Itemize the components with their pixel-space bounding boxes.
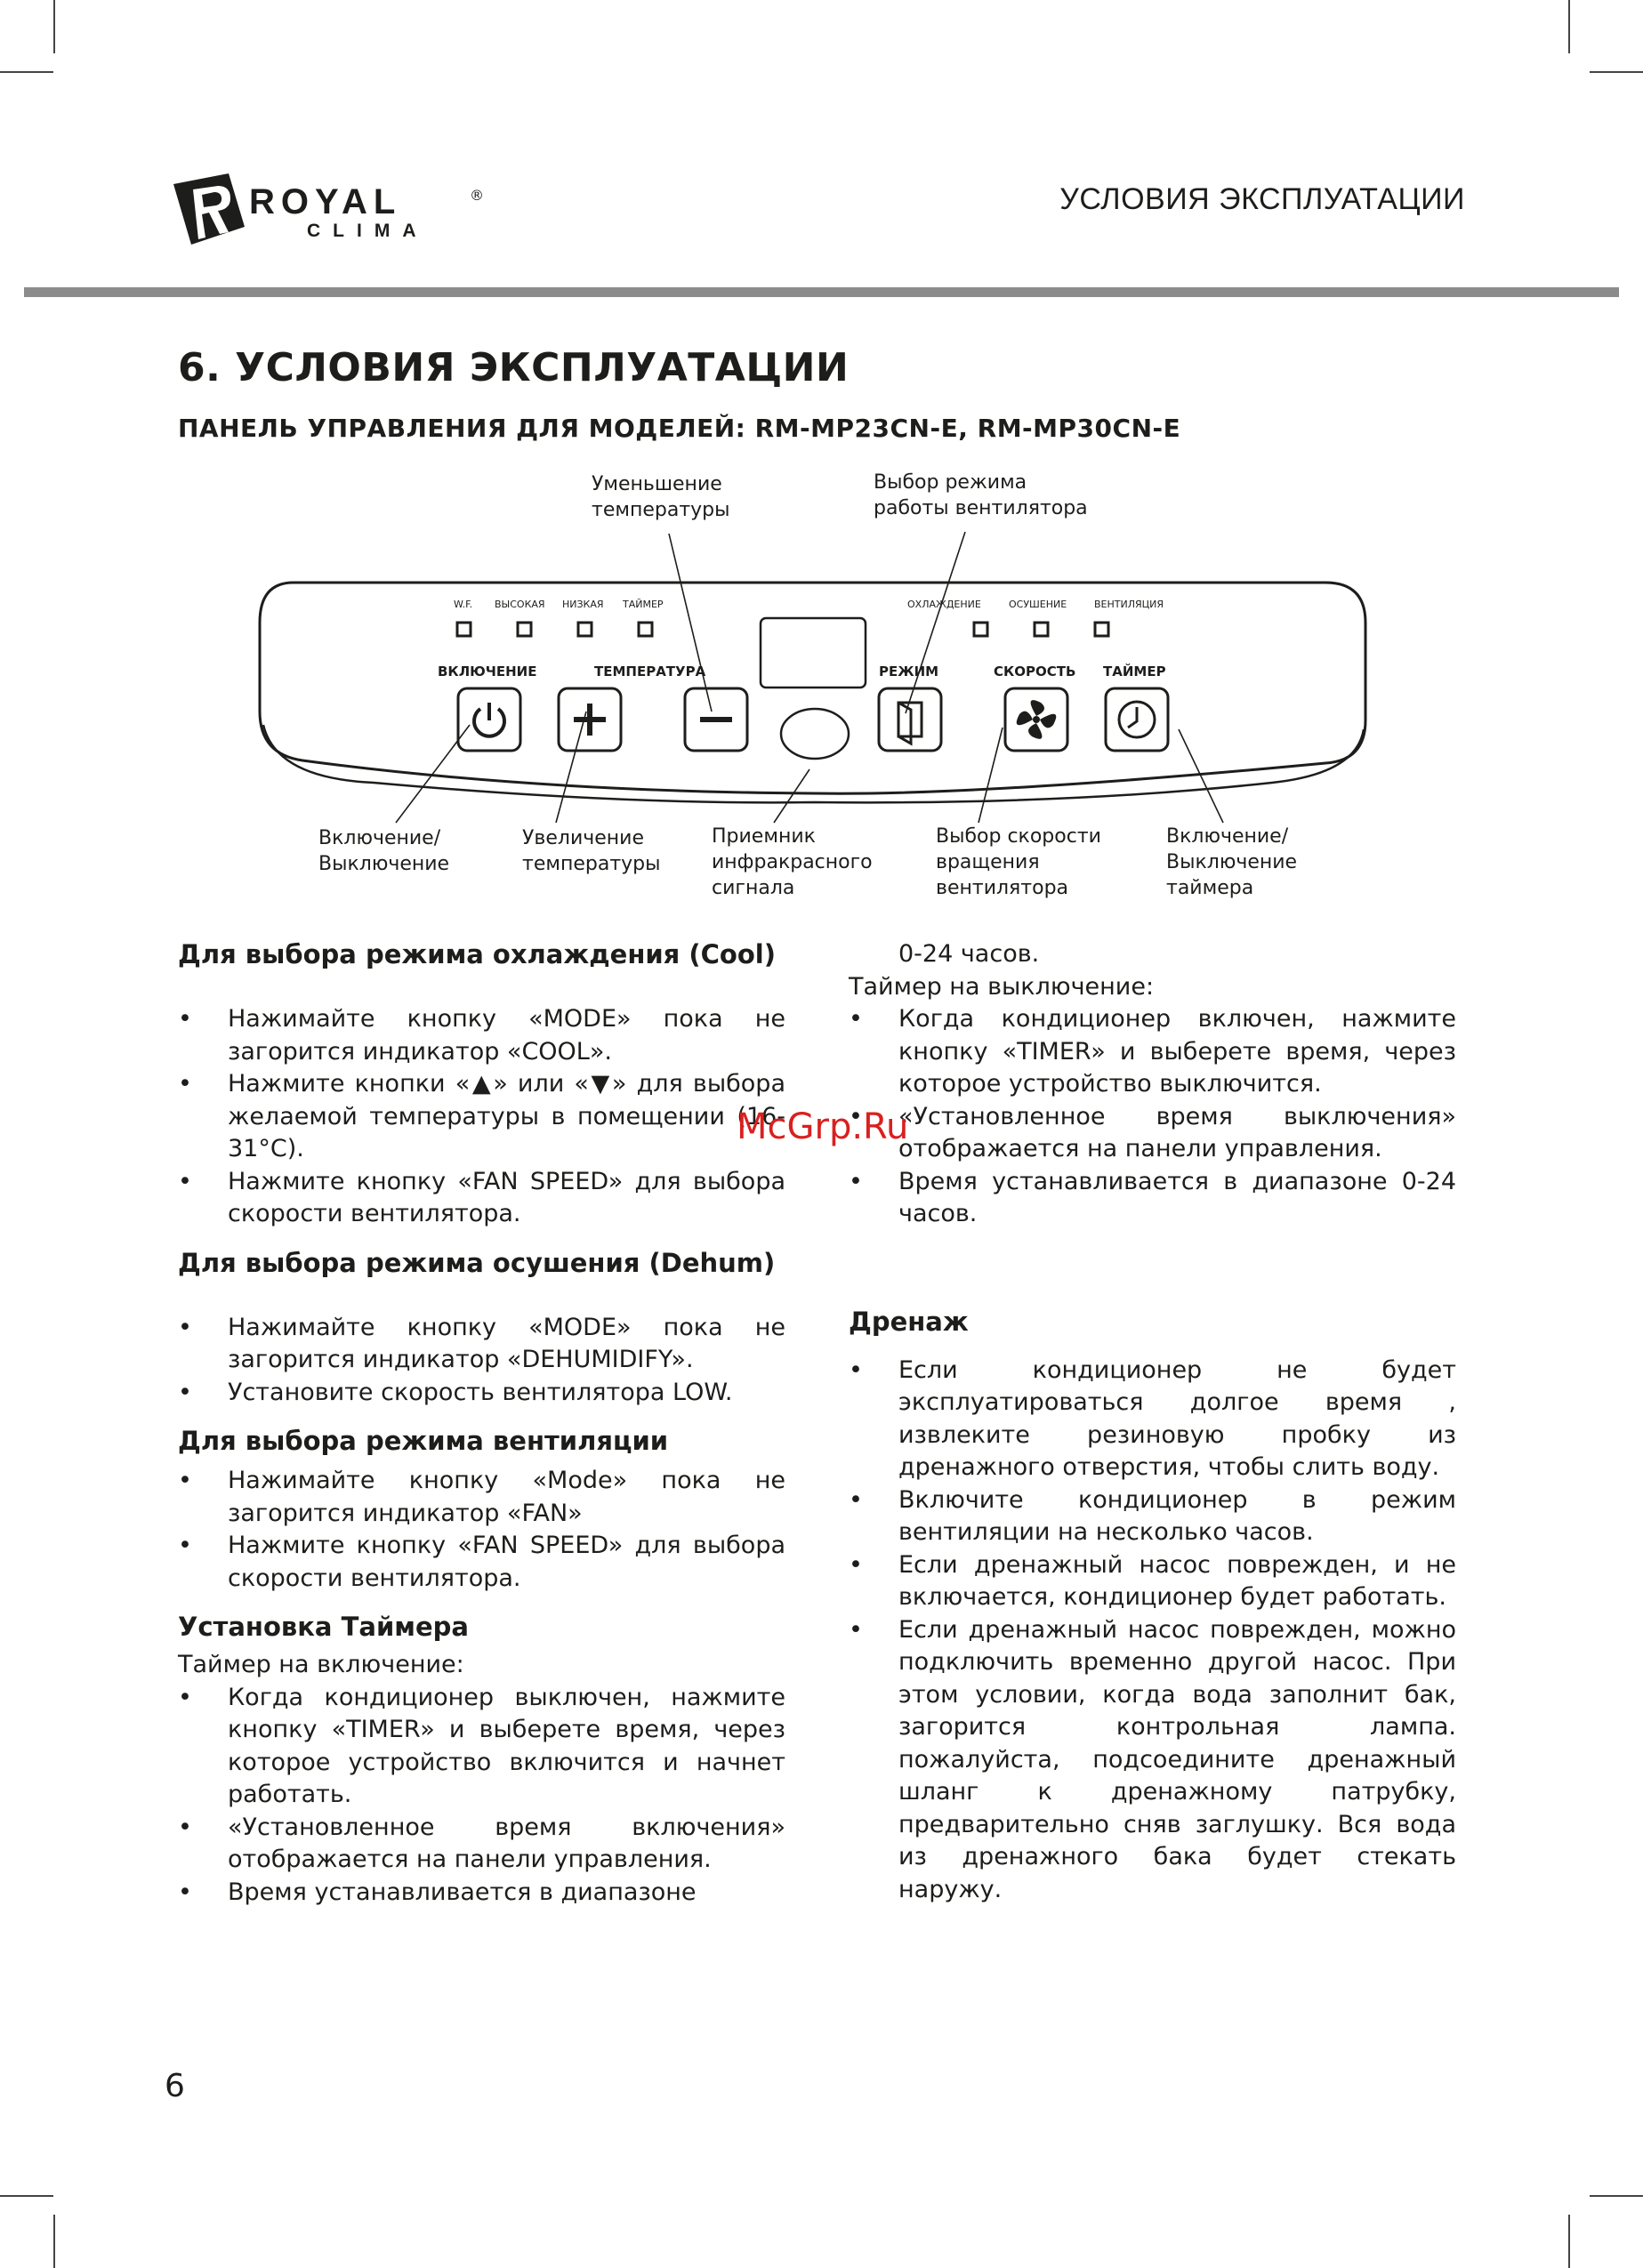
callout-timer: Включение/ Выключение таймера — [1166, 825, 1298, 899]
brand-registered-mark: ® — [470, 187, 484, 204]
button-label-mode: РЕЖИМ — [879, 664, 939, 680]
led-high — [518, 623, 531, 636]
button-label-timer: ТАЙМЕР — [1103, 664, 1166, 680]
leader-speed — [979, 728, 1003, 823]
list-item: • Нажимайте кнопку «MODE» пока не загорится индикатор «COOL». — [178, 1003, 785, 1068]
dehum-list — [178, 1312, 785, 1410]
led-cool — [974, 623, 987, 636]
crop-mark — [1590, 2195, 1643, 2197]
heading-dehum: Для выбора режима осушения (Dehum) — [178, 1247, 776, 1278]
indicator-label-fan: ВЕНТИЛЯЦИЯ — [1094, 599, 1164, 610]
fan-icon — [1017, 700, 1057, 739]
heading-cool: Для выбора режима охлаждения (Cool) — [178, 939, 776, 969]
drain-list — [849, 1355, 1456, 1907]
list-item: • Нажимайте кнопку «Mode» пока не загорится индикатор «FAN» — [178, 1465, 785, 1530]
list-item: • Нажмите кнопки «▲» или «▼» для выбора желаемой температуры в помещении (16-31°C). — [178, 1068, 785, 1166]
list-item: • Нажимайте кнопку «MODE» пока не загорится индикатор «DEHUMIDIFY». — [178, 1312, 785, 1377]
list-item: • Включите кондиционер в режим вентиляции на несколько часов. — [849, 1484, 1456, 1549]
heading-timer: Установка Таймера — [178, 1612, 469, 1642]
callout-temp-down: Уменьшение температуры — [592, 473, 730, 521]
list-item: • Нажмите кнопку «FAN SPEED» для выбора скорости вентилятора. — [178, 1166, 785, 1231]
display-window — [761, 618, 866, 688]
callout-temp-up: Увеличение температуры — [522, 827, 661, 875]
callout-fan-mode: Выбор режима работы вентилятора — [874, 471, 1088, 519]
leader-temp-up — [556, 712, 586, 823]
crop-mark — [1568, 2215, 1570, 2268]
mode-icon — [898, 703, 922, 744]
leader-fan-mode — [906, 532, 965, 713]
indicator-label-high: ВЫСОКАЯ — [495, 599, 545, 610]
heading-fan: Для выбора режима вентиляции — [178, 1426, 669, 1456]
button-label-speed: СКОРОСТЬ — [994, 664, 1076, 680]
cool-list — [178, 1003, 785, 1231]
timer-range-continued: 0-24 часов. — [898, 940, 1040, 968]
led-low — [578, 623, 592, 636]
timer-off-list — [849, 1003, 1456, 1231]
list-item: • Установите скорость вентилятора LOW. — [178, 1377, 785, 1410]
indicator-label-timer: ТАЙМЕР — [623, 599, 664, 610]
crop-mark — [0, 2195, 53, 2197]
ir-receiver — [781, 709, 849, 759]
heading-drain: Дренаж — [849, 1306, 969, 1337]
callout-fan-speed: Выбор скорости вращения вентилятора — [936, 825, 1101, 899]
page-title: 6. УСЛОВИЯ ЭКСПЛУАТАЦИИ — [178, 345, 850, 390]
button-label-power: ВКЛЮЧЕНИЕ — [438, 664, 537, 680]
header-section-label: УСЛОВИЯ ЭКСПЛУАТАЦИИ — [1059, 182, 1465, 216]
panel-lower-edge — [263, 725, 1364, 802]
button-label-temperature: ТЕМПЕРАТУРА — [594, 664, 706, 680]
indicator-label-cool: ОХЛАЖДЕНИЕ — [907, 599, 981, 610]
right-column — [849, 938, 1456, 1906]
list-item: • Когда кондиционер выключен, нажмите кнопку «TIMER» и выберете время, через которое устройство включится и начнет работать. — [178, 1682, 785, 1812]
led-timer — [639, 623, 652, 636]
led-wf — [457, 623, 471, 636]
indicator-label-dehum: ОСУШЕНИЕ — [1009, 599, 1067, 610]
leader-temp-down — [669, 534, 712, 712]
page-subtitle: ПАНЕЛЬ УПРАВЛЕНИЯ ДЛЯ МОДЕЛЕЙ: RM-MP23CN-E, RM-MP30CN-E — [178, 414, 1181, 443]
list-item: • «Установленное время выключения» отображается на панели управления. — [849, 1101, 1456, 1166]
timer-on-intro: Таймер на включение: — [178, 1651, 464, 1678]
list-item: • Если кондиционер не будет эксплуатироваться долгое время , извлеките резиновую пробку из дренажного отверстия, чтобы слить воду. — [849, 1355, 1456, 1484]
control-panel-diagram — [0, 0, 1643, 943]
list-item: • «Установленное время включения» отображается на панели управления. — [178, 1812, 785, 1877]
brand-subname: CLIMA — [307, 221, 429, 241]
list-item: • Время устанавливается в диапазоне — [178, 1877, 785, 1910]
list-item: • Когда кондиционер включен, нажмите кнопку «TIMER» и выберете время, через которое устройство выключится. — [849, 1003, 1456, 1101]
list-item: • Время устанавливается в диапазоне 0-24 часов. — [849, 1166, 1456, 1231]
watermark: McGrp.Ru — [737, 1106, 909, 1147]
indicator-label-low: НИЗКАЯ — [562, 599, 604, 610]
led-dehum — [1035, 623, 1048, 636]
list-item: • Нажмите кнопку «FAN SPEED» для выбора скорости вентилятора. — [178, 1530, 785, 1595]
indicator-label-wf: W.F. — [454, 599, 473, 610]
crop-mark — [53, 2215, 55, 2268]
timer-on-list — [178, 1682, 785, 1910]
list-item: • Если дренажный насос поврежден, можно подключить временно другой насос. При этом условии, когда вода заполнит бак, загорится контрольная лампа. пожалуйста, подсоедините дренажный шланг к дренажному патрубку, предварительно сняв заглушку. Вся вода из дренажного бака будет стекать наружу. — [849, 1614, 1456, 1907]
callout-power: Включение/ Выключение — [318, 827, 450, 875]
brand-name: ROYAL — [249, 182, 402, 221]
callout-ir-receiver: Приемник инфракрасного сигнала — [712, 825, 873, 899]
left-column — [178, 938, 785, 1909]
page-number: 6 — [165, 2068, 185, 2104]
list-item: • Если дренажный насос поврежден, и не включается, кондиционер будет работать. — [849, 1549, 1456, 1614]
timer-off-intro: Таймер на выключение: — [849, 972, 1155, 1001]
led-fan — [1095, 623, 1108, 636]
leader-ir — [774, 769, 809, 823]
fan-list — [178, 1465, 785, 1595]
